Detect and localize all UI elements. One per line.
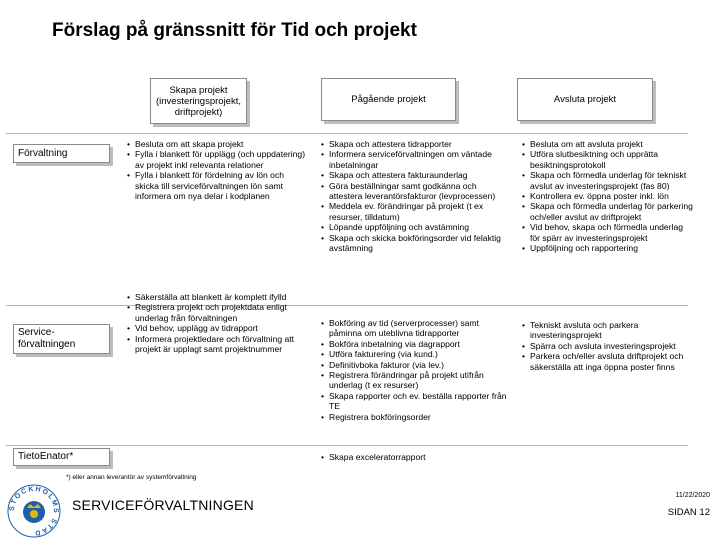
row-label-serviceforvaltningen: Service- förvaltningen <box>13 324 110 354</box>
list-item: • Skapa och attestera tidrapporter <box>321 139 509 149</box>
list-item: • Kontrollera ev. öppna poster inkl. lön <box>522 191 694 201</box>
list-item: • Uppföljning och rapportering <box>522 243 694 253</box>
list-item: • Parkera och/eller avsluta driftprojekt och säkerställa att inga öppna poster finns <box>522 351 694 372</box>
list-item: • Spärra och avsluta investeringsprojekt <box>522 341 694 351</box>
list-item: • Skapa exceleratorrapport <box>321 452 509 462</box>
footnote: *) eller annan leverantör av systemförvaltning <box>66 474 197 481</box>
list-item: • Besluta om att avsluta projekt <box>522 139 694 149</box>
page-title: Förslag på gränssnitt för Tid och projekt <box>52 20 417 41</box>
list-item: • Informera projektledare och förvaltning att projekt är upplagt samt projektnummer <box>127 334 312 355</box>
list-item: • Besluta om att skapa projekt <box>127 139 307 149</box>
list-item: • Registrera förändringar på projekt utifrån underlag (t ex resurser) <box>321 370 509 391</box>
cell-service-ongoing <box>321 318 509 422</box>
date-label: 11/22/2020 <box>675 492 710 499</box>
list-item: • Säkerställa att blankett är komplett ifylld <box>127 292 312 302</box>
list-item: • Skapa och skicka bokföringsorder vid felaktig avstämning <box>321 233 509 254</box>
column-header-label: Avsluta projekt <box>553 94 617 105</box>
list-item: • Meddela ev. förändringar på projekt (t ex resurser, tilldatum) <box>321 201 509 222</box>
list-item: • Göra beställningar samt godkänna och attestera leverantörsfakturor (levprocessen) <box>321 181 509 202</box>
cell-service-create <box>127 292 312 354</box>
row-divider <box>6 305 688 306</box>
stockholm-logo <box>6 483 62 539</box>
list-item: • Vid behov, upplägg av tidrapport <box>127 323 312 333</box>
page-number: SIDAN 12 <box>667 507 710 518</box>
list-item: • Registrera bokföringsorder <box>321 412 509 422</box>
row-divider <box>6 133 688 134</box>
list-item: • Bokföra inbetalning via dagrapport <box>321 339 509 349</box>
list-item: • Skapa och förmedla underlag för tekniskt avslut av investeringsprojekt (fas 80) <box>522 170 694 191</box>
column-header-ongoing-project <box>321 78 456 121</box>
list-item: • Tekniskt avsluta och parkera investeringsprojekt <box>522 320 694 341</box>
list-item: • Informera serviceförvaltningen om väntade inbetalningar <box>321 149 509 170</box>
column-header-create-project <box>150 78 247 124</box>
list-item: • Registrera projekt och projektdata enligt underlag från förvaltningen <box>127 302 312 323</box>
row-label-tietoenator: TietoEnator* <box>13 448 110 466</box>
list-item: • Fylla i blankett för fördelning av lön och skicka till serviceförvaltningen lön samt informera om nya delar i kodplanen <box>127 170 307 201</box>
cell-forvaltning-ongoing <box>321 139 509 253</box>
list-item: • Vid behov, skapa och förmedla underlag för spärr av investeringsprojekt <box>522 222 694 243</box>
list-item: • Skapa och attestera fakturaunderlag <box>321 170 509 180</box>
list-item: • Fylla i blankett för upplägg (och uppdatering) av projekt inkl relevanta relationer <box>127 149 307 170</box>
cell-tieto-ongoing <box>321 452 509 462</box>
list-item: • Löpande uppföljning och avstämning <box>321 222 509 232</box>
list-item: • Skapa och förmedla underlag för parkering och/eller avslut av driftprojekt <box>522 201 694 222</box>
row-label-forvaltning: Förvaltning <box>13 144 110 163</box>
cell-forvaltning-close <box>522 139 694 253</box>
department-name: SERVICEFÖRVALTNINGEN <box>72 497 254 513</box>
column-header-label: Skapa projekt (investeringsprojekt, driftprojekt) <box>155 84 241 118</box>
row-divider <box>6 445 688 446</box>
list-item: • Utföra slutbesiktning och upprätta besiktningsprotokoll <box>522 149 694 170</box>
column-header-close-project <box>517 78 653 121</box>
logo-ring-text: STOCKHOLMS STAD <box>8 485 60 537</box>
cell-service-close <box>522 320 694 372</box>
list-item: • Bokföring av tid (serverprocesser) samt påminna om uteblivna tidrapporter <box>321 318 509 339</box>
list-item: • Definitivboka fakturor (via lev.) <box>321 360 509 370</box>
list-item: • Utföra fakturering (via kund.) <box>321 349 509 359</box>
cell-forvaltning-create <box>127 139 307 201</box>
column-header-label: Pågående projekt <box>351 94 426 105</box>
list-item: • Skapa rapporter och ev. beställa rapporter från TE <box>321 391 509 412</box>
